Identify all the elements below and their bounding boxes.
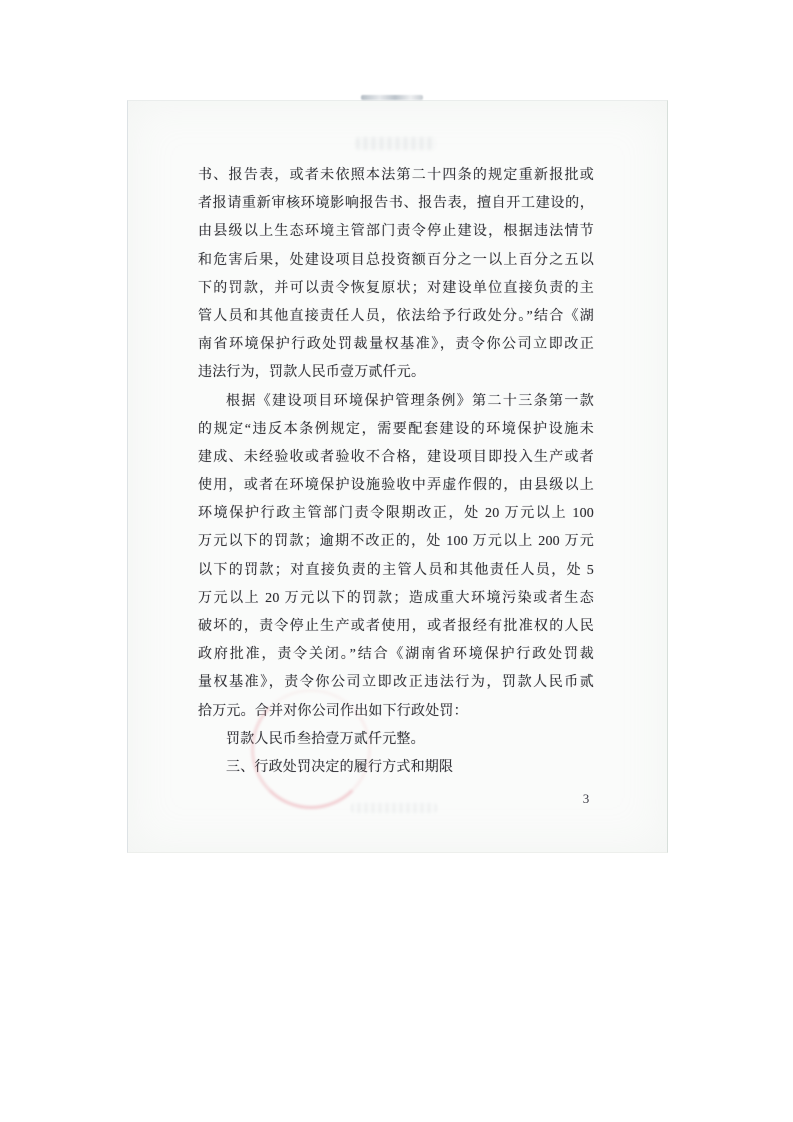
text-line: 的规定“违反本条例规定，需要配套建设的环境保护设施未 [198, 421, 594, 437]
text-line: 者报请重新审核环境影响报告书、报告表，擅自开工建设的， [198, 196, 594, 212]
text-line: 以下的罚款；对直接负责的主管人员和其他责任人员，处 5 [198, 562, 594, 578]
text-line: 违法行为，罚款人民币壹万贰仟元。 [198, 365, 426, 381]
text-line: 书、报告表，或者未依照本法第二十四条的规定重新报批或 [198, 168, 594, 183]
ink-bleed-mark-bottom [351, 803, 437, 813]
text-line: 使用，或者在环境保护设施验收中弄虚作假的，由县级以上 [198, 478, 594, 494]
scan-edge-artifact [361, 95, 423, 100]
text-line: 万元以上 20 万元以下的罚款；造成重大环境污染或者生态 [198, 590, 594, 606]
text-line: 南省环境保护行政处罚裁量权基准》，责令你公司立即改正 [198, 337, 594, 353]
text-line: 由县级以上生态环境主管部门责令停止建设，根据违法情节 [198, 224, 594, 240]
text-line: 政府批准，责令关闭。”结合《湖南省环境保护行政处罚裁 [198, 647, 594, 663]
seal-bleed-circle [251, 689, 371, 809]
section-heading: 三、行政处罚决定的履行方式和期限 [226, 759, 454, 775]
scanned-page [127, 100, 668, 853]
text-line: 和危害后果，处建设项目总投资额百分之一以上百分之五以 [198, 252, 594, 268]
text-line: 下的罚款，并可以责令恢复原状；对建设单位直接负责的主 [198, 280, 594, 296]
document-body [198, 162, 594, 782]
text-line: 拾万元。合并对你公司作出如下行政处罚： [198, 703, 468, 719]
page-number: 3 [582, 791, 590, 806]
ink-bleed-mark-top [356, 137, 436, 150]
penalty-amount-line: 罚款人民币叁拾壹万贰仟元整。 [226, 731, 425, 747]
text-line: 建成、未经验收或者验收不合格，建设项目即投入生产或者 [198, 449, 594, 465]
text-line: 破坏的，责令停止生产或者使用，或者报经有批准权的人民 [198, 619, 594, 634]
text-line: 万元以下的罚款；逾期不改正的，处 100 万元以上 200 万元 [198, 534, 594, 550]
text-line: 环境保护行政主管部门责令限期改正，处 20 万元以上 100 [198, 506, 594, 522]
text-line: 根据《建设项目环境保护管理条例》第二十三条第一款 [226, 393, 594, 409]
text-line: 管人员和其他直接责任人员，依法给予行政处分。”结合《湖 [198, 308, 594, 324]
text-line: 量权基准》，责令你公司立即改正违法行为，罚款人民币贰 [198, 675, 594, 691]
